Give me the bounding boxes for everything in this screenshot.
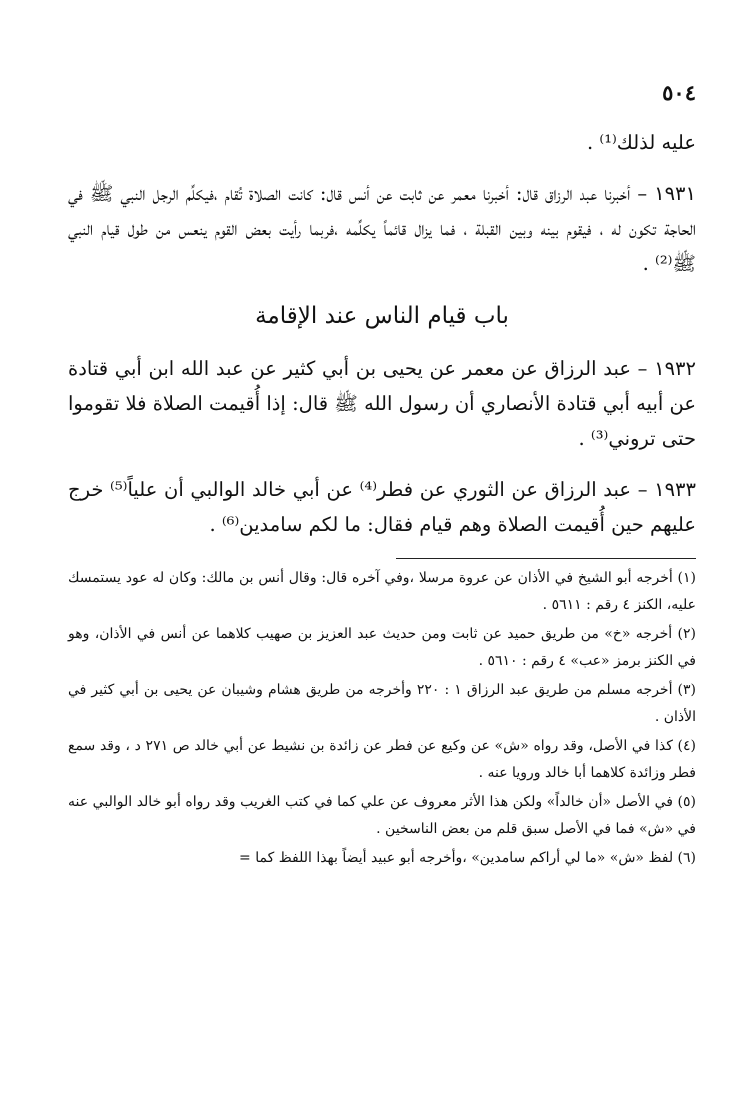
page-number: ٥٠٤ [662,80,696,105]
footnote-6: (٦) لفظ «ش» «ما لي أراكم سامدين» ،وأخرجه أبو عبيد أيضاً بهذا اللفظ كما = [239,850,696,866]
chapter-heading: باب قيام الناس عند الإقامة [255,303,509,329]
hadith-1931: ١٩٣١ – أخبرنا عبد الرزاق قال: أخبرنا معمر عن ثابت عن أنس قال: كانت الصلاة تُقام ،فيكلِّم الرجل النبي ﷺ في الحاجة تكون له ، فيقوم بينه وبين القبلة ، فما يزال قائماً يكلِّمه ،فربما رأيت بعض القوم ينعس من طول قيام النبي ﷺ⁽²⁾ . [68,182,696,275]
footnote-4: (٤) كذا في الأصل، وقد رواه «ش» عن وكيع عن فطر عن زائدة بن نشيط عن أبي خالد ص ٢٧١ د ، وقد سمع فطر وزائدة كلاهما أبا خالد ورويا عنه . [68,738,696,781]
hadith-1932: ١٩٣٢ – عبد الرزاق عن معمر عن يحيى بن أبي كثير عن عبد الله ابن أبي قتادة عن أبيه أبي قتادة الأنصاري أن رسول الله ﷺ قال: إذا أُقيمت الصلاة فلا تقوموا حتى تروني⁽³⁾ . [68,357,696,450]
footnote-3: (٣) أخرجه مسلم من طريق عبد الرزاق ١ : ٢٢٠ وأخرجه من طريق هشام وشيبان عن يحيى بن أبي كثير في الأذان . [68,682,696,725]
footnotes [68,565,696,872]
footnote-2: (٢) أخرجه «خ» من طريق حميد عن ثابت ومن حديث عبد العزيز بن صهيب كلاهما عن أنس في الأذان، وهو في الكنز برمز «عب» ٤ رقم : ٥٦١٠ . [68,626,696,669]
book-page [68,80,696,874]
paragraph-continuation: عليه لذلك⁽¹⁾ . [587,131,696,154]
footnote-divider [396,558,696,559]
footnote-5: (٥) في الأصل «أن خالداً» ولكن هذا الأثر معروف عن علي كما في كتب الغريب وقد رواه أبو خالد الوالبي عنه في «ش» فما في الأصل سبق قلم من بعض الناسخين . [68,794,696,837]
footnote-1: (١) أخرجه أبو الشيخ في الأذان عن عروة مرسلا ،وفي آخره قال: وقال أنس بن مالك: وكان له عود يستمسك عليه، الكنز ٤ رقم : ٥٦١١ . [68,570,696,613]
main-text [68,125,696,542]
hadith-1933: ١٩٣٣ – عبد الرزاق عن الثوري عن فطر⁽⁴⁾ عن أبي خالد الوالبي أن علياً⁽⁵⁾ خرج عليهم حين أُقيمت الصلاة وهم قيام فقال: ما لكم سامدين⁽⁶⁾ . [68,478,696,536]
